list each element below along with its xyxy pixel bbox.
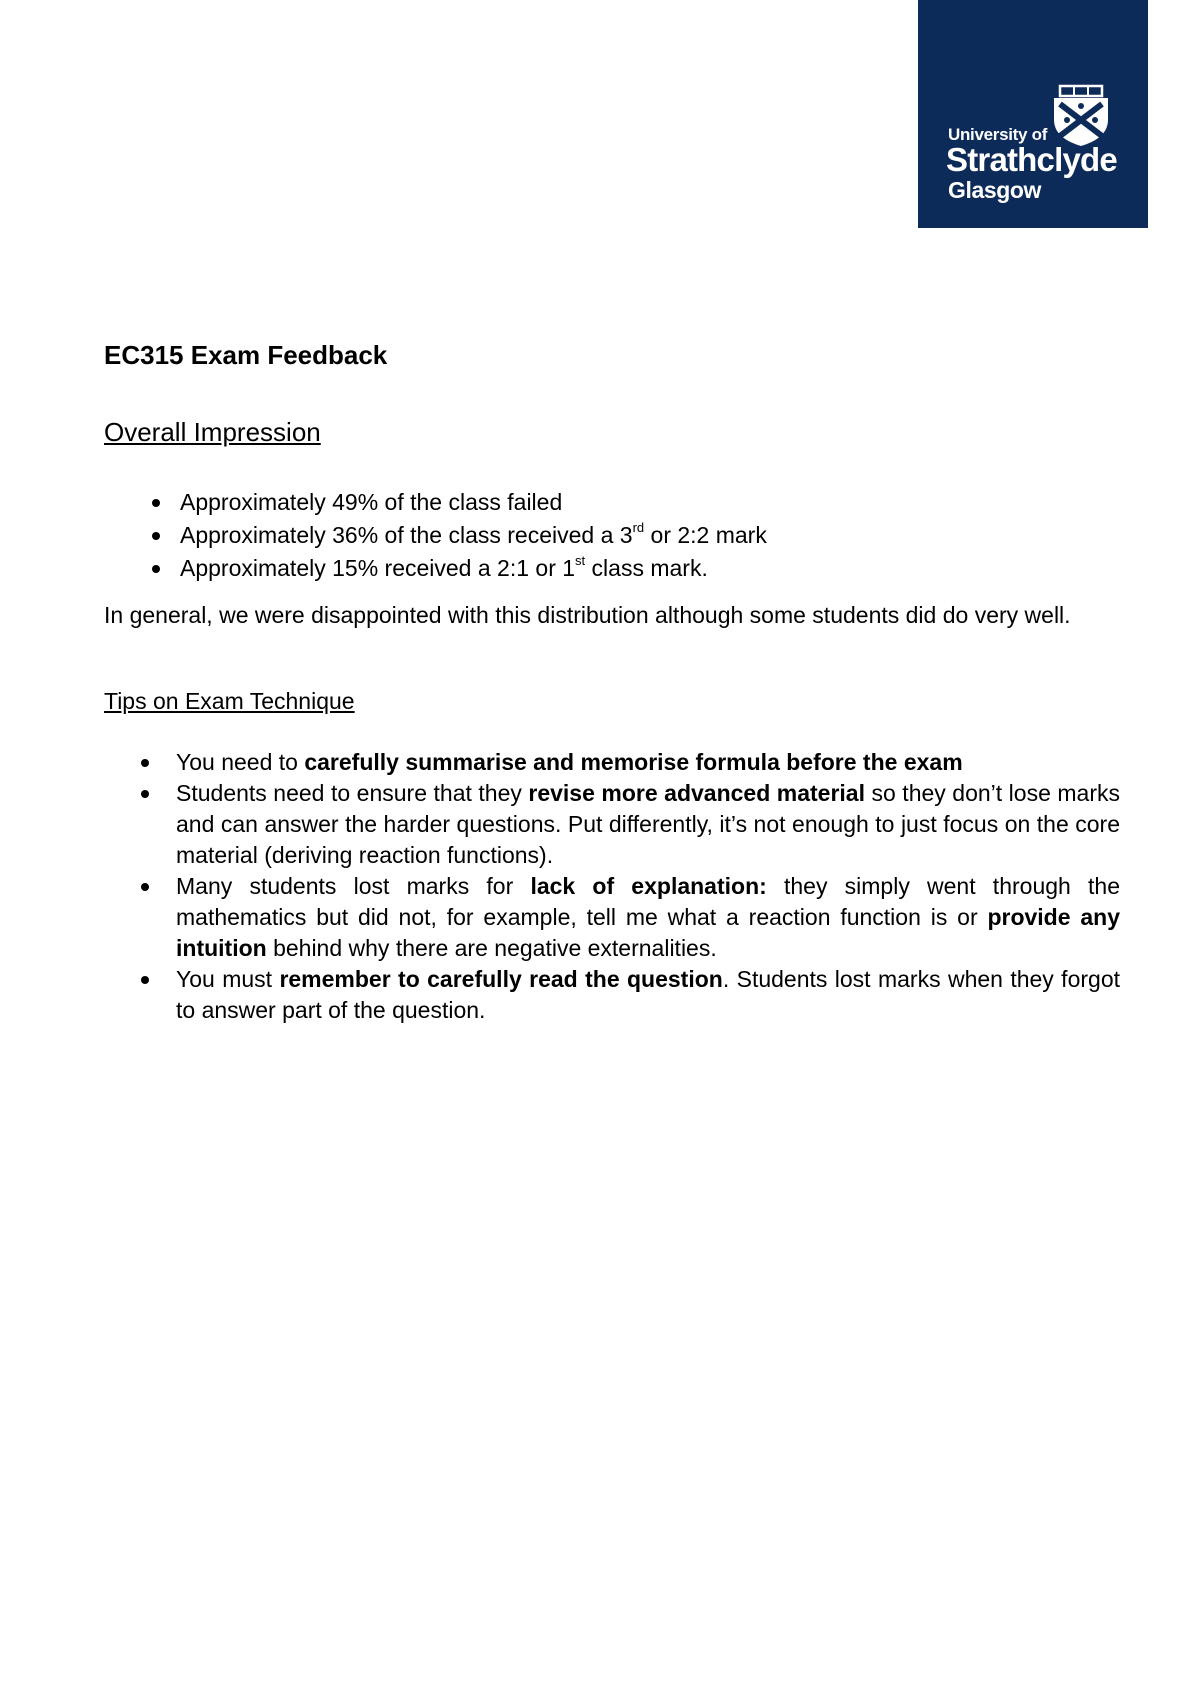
university-logo [918,0,1148,228]
logo-line-glasgow: Glasgow [948,177,1042,203]
item-text: Approximately 49% of the class failed [180,489,563,515]
item-text-pre: Approximately 36% of the class received a 3 [180,522,633,548]
page-title: EC315 Exam Feedback [104,340,388,370]
tip-emphasis: remember to carefully read the question [279,966,723,992]
list-item [104,778,1120,871]
summary-paragraph: In general, we were disappointed with this distribution although some students did do very well. [104,602,1071,628]
list-item [104,964,1120,1026]
tip-emphasis: provide any intuition [176,904,1120,961]
list-item [104,747,1120,778]
overall-impression-heading: Overall Impression [104,417,321,447]
list-item [104,871,1120,964]
tip-emphasis: revise more advanced material [528,780,865,806]
tip-text: Many students lost marks for [176,873,531,899]
tips-heading: Tips on Exam Technique [104,688,355,714]
logo-line-university-of: University of [948,125,1048,144]
tip-text: You must [176,966,280,992]
tip-emphasis: carefully summarise and memorise formula before the exam [304,749,963,775]
list-item [104,519,1120,552]
list-item [104,552,1120,585]
tip-text: You need to [176,749,305,775]
crest-icon [1046,84,1116,148]
tip-text: they simply went through the mathematics but did not, for example, tell me what a reaction function is or [176,873,1120,930]
ordinal-suffix: st [575,553,586,569]
tips-list [104,747,1120,1026]
tip-text: so they don’t lose marks and can answer the harder questions. Put differently, it’s not enough to just focus on the core material (deriving reaction functions). [176,780,1120,868]
item-text-post: or 2:2 mark [644,522,767,548]
item-text-post: class mark. [585,555,708,581]
tip-text: Students need to ensure that they [176,780,529,806]
document-body [104,340,1120,1026]
list-item [104,486,1120,519]
tip-emphasis: lack of explanation: [530,873,767,899]
tip-text: . Students lost marks when they forgot to answer part of the question. [176,966,1120,1023]
item-text-pre: Approximately 15% received a 2:1 or 1 [180,555,576,581]
overall-list [104,486,1120,585]
ordinal-suffix: rd [632,520,645,536]
logo-line-strathclyde: Strathclyde [946,141,1117,178]
tip-text: behind why there are negative externalities. [266,935,717,961]
